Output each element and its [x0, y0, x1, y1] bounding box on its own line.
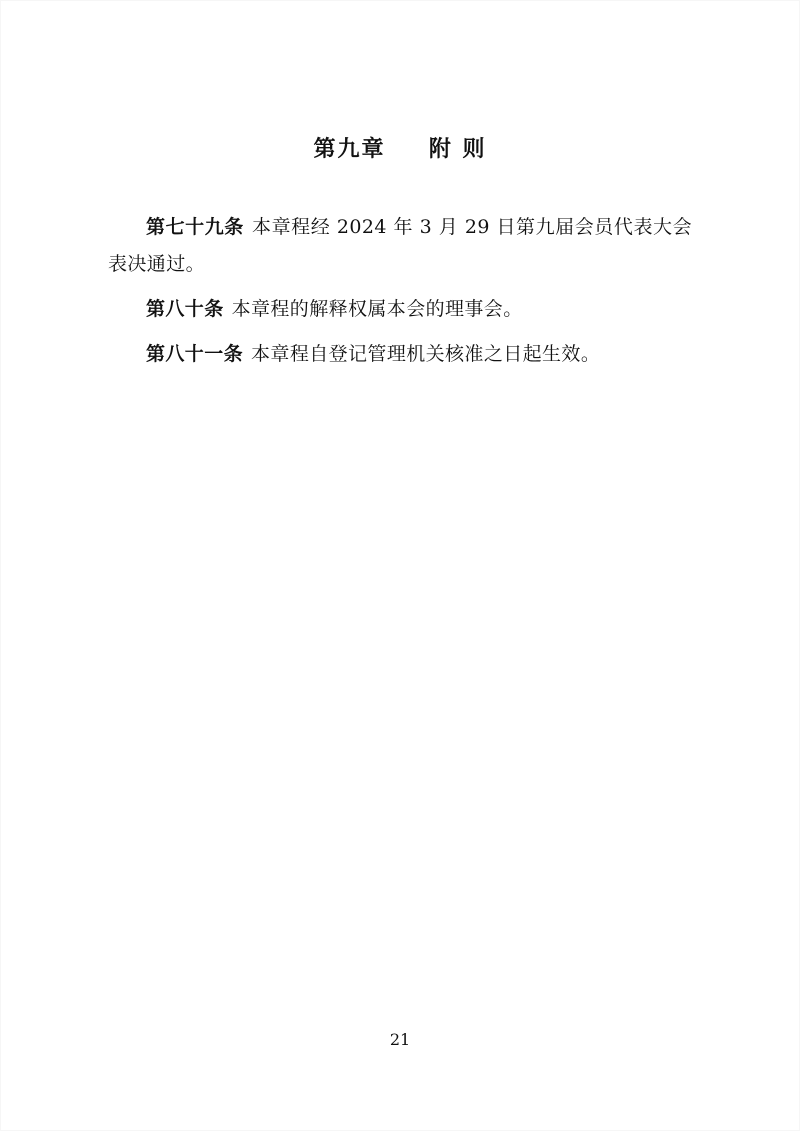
page-content [108, 0, 692, 381]
chapter-title-text: 附 则 [428, 136, 487, 162]
chapter-number: 第九章 [313, 136, 386, 162]
article-paragraph [108, 209, 692, 283]
article-label: 第八十一条 [146, 343, 244, 366]
article-text: 本章程经 2024 年 3 月 29 日第九届会员代表大会表决通过。 [108, 216, 692, 276]
article-text: 本章程自登记管理机关核准之日起生效。 [251, 343, 601, 366]
article-text: 本章程的解释权属本会的理事会。 [231, 298, 523, 321]
article-paragraph [108, 291, 692, 328]
article-paragraph [108, 336, 692, 373]
chapter-heading [108, 132, 692, 163]
article-label: 第七十九条 [146, 216, 244, 238]
articles-list [108, 209, 692, 373]
page-number: 21 [389, 1030, 411, 1049]
article-label: 第八十条 [146, 298, 224, 321]
